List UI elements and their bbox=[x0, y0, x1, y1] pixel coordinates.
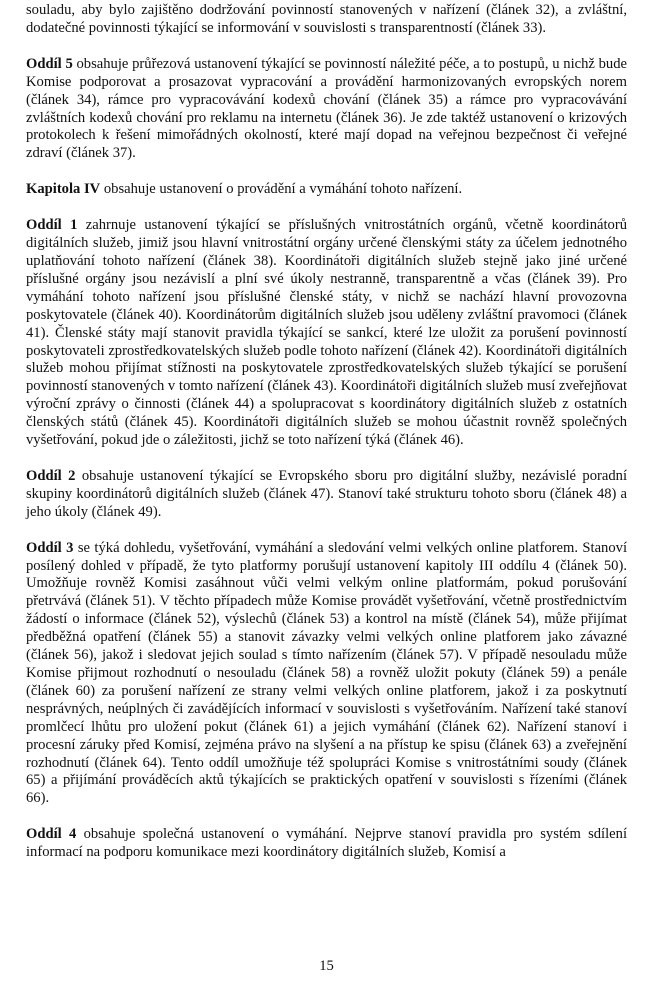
paragraph-lead: Oddíl 4 bbox=[26, 826, 77, 843]
page-number: 15 bbox=[319, 958, 334, 974]
paragraph-text: souladu, aby bylo zajištěno dodržování povinností stanovených v nařízení (článek 32), a zvláštní, dodatečné povinnosti týkající se informování v souvislosti s transparentností (článek 33). bbox=[26, 2, 627, 36]
paragraph-lead: Oddíl 2 bbox=[26, 467, 76, 484]
paragraph-text: zahrnuje ustanovení týkající se příslušných vnitrostátních orgánů, včetně koordinátorů digitálních služeb, jimiž jsou hlavní vnitrostátní orgány určené členskými státy za účelem jednotného uplatňování tohoto nařízení (článek 38). Koordinátoři digitálních služeb stejně jako jiné určené příslušné orgány jsou nezávislí a plní své úkoly nestranně, transparentně a včas (článek 39). Pro vymáhání tohoto nařízení jsou příslušné členské státy, v nichž se nachází hlavní provozovna poskytovatele (článek 40). Koordinátorům digitálních služeb jsou uděleny zvláštní pravomoci (článek 41). Členské státy mají stanovit pravidla týkající se sankcí, které lze uložit za porušení povinností poskytovateli zprostředkovatelských služeb podle tohoto nařízení (článek 42). Koordinátoři digitálních služeb mohou přijímat stížnosti na poskytovatele zprostředkovatelských služeb týkající se porušení povinností stanovených v tomto nařízení (článek 43). Koordinátoři digitálních služeb musí zveřejňovat výroční zprávy o činnosti (článek 44) a spolupracovat s koordinátory digitálních služeb z ostatních členských států (článek 45). Koordinátoři digitálních služeb se mohou účastnit rovněž společných vyšetřování, pokud jde o záležitosti, jichž se toto nařízení týká (článek 46). bbox=[26, 217, 628, 449]
paragraph-text: obsahuje ustanovení týkající se Evropského sboru pro digitální služby, nezávislé poradní skupiny koordinátorů digitálních služeb (článek 47). Stanoví také strukturu tohoto sboru (článek 48) a jeho úkoly (článek 49). bbox=[26, 467, 628, 520]
paragraph-continuation bbox=[26, 2, 627, 38]
paragraph-lead: Oddíl 3 bbox=[26, 539, 74, 556]
paragraph-text: obsahuje ustanovení o provádění a vymáhání tohoto nařízení. bbox=[100, 181, 463, 198]
paragraph-oddil-4 bbox=[26, 826, 627, 862]
paragraph-oddil-5 bbox=[26, 56, 627, 163]
paragraph-oddil-3 bbox=[26, 540, 627, 809]
paragraph-text: obsahuje průřezová ustanovení týkající se povinností náležité péče, a to postupů, u nichž bude Komise podporovat a prosazovat vypracování a provádění harmonizovaných evropských norem (článek 34), rámce pro vypracovávání kodexů chování (článek 35) a rámce pro vypracovávání zvláštních kodexů chování pro reklamu na internetu (článek 36). Je zde taktéž ustanovení o krizových protokolech k řešení mimořádných okolností, které mají dopad na veřejnou bezpečnost či veřejné zdraví (článek 37). bbox=[26, 55, 628, 162]
paragraph-text: se týká dohledu, vyšetřování, vymáhání a sledování velmi velkých online platforem. Stanoví posílený dohled v případě, že tyto platformy porušují ustanovení kapitoly III oddílu 4 (článek 50). Umožňuje rovněž Komisi zasáhnout vůči velmi velkým online platformám, pokud porušování přetrvává (článek 51). V těchto případech může Komise provádět vyšetřování, včetně prostřednictvím žádostí o informace (článek 52), výslechů (článek 53) a kontrol na místě (článek 54), může přijímat předběžná opatření (článek 55) a stanovit závazky velmi velkých online platforem jako závazné (článek 56), jakož i sledovat jejich soulad s tímto nařízením (článek 57). V případě nesouladu může Komise přijmout rozhodnutí o nesouladu (článek 58) a rovněž uložit pokuty (článek 59) a penále (článek 60) za porušení nařízení ze strany velmi velkých online platforem, jakož i za poskytnutí nesprávných, neúplných či zavádějících informací v souvislosti s vyšetřováním. Nařízení také stanoví promlčecí lhůtu pro uložení pokut (článek 61) a jejich vymáhání (článek 62). Nařízení stanoví i procesní záruky před Komisí, zejména právo na slyšení a na přístup ke spisu (článek 63) a zveřejnění rozhodnutí (článek 64). Tento oddíl umožňuje též spolupráci Komise s vnitrostátními soudy (článek 65) a přijímání prováděcích aktů týkajících se praktických opatření v souvislosti s řízeními (článek 66). bbox=[26, 539, 627, 807]
paragraph-oddil-2 bbox=[26, 468, 627, 522]
paragraph-lead: Kapitola IV bbox=[26, 181, 101, 198]
paragraph-oddil-1 bbox=[26, 217, 627, 450]
paragraph-text: obsahuje společná ustanovení o vymáhání. Nejprve stanoví pravidla pro systém sdílení informací na podporu komunikace mezi koordinátory digitálních služeb, Komisí a bbox=[26, 826, 627, 861]
paragraph-lead: Oddíl 1 bbox=[26, 217, 78, 234]
document-body bbox=[26, 2, 627, 880]
paragraph-kapitola-iv bbox=[26, 181, 627, 199]
paragraph-lead: Oddíl 5 bbox=[26, 55, 73, 72]
